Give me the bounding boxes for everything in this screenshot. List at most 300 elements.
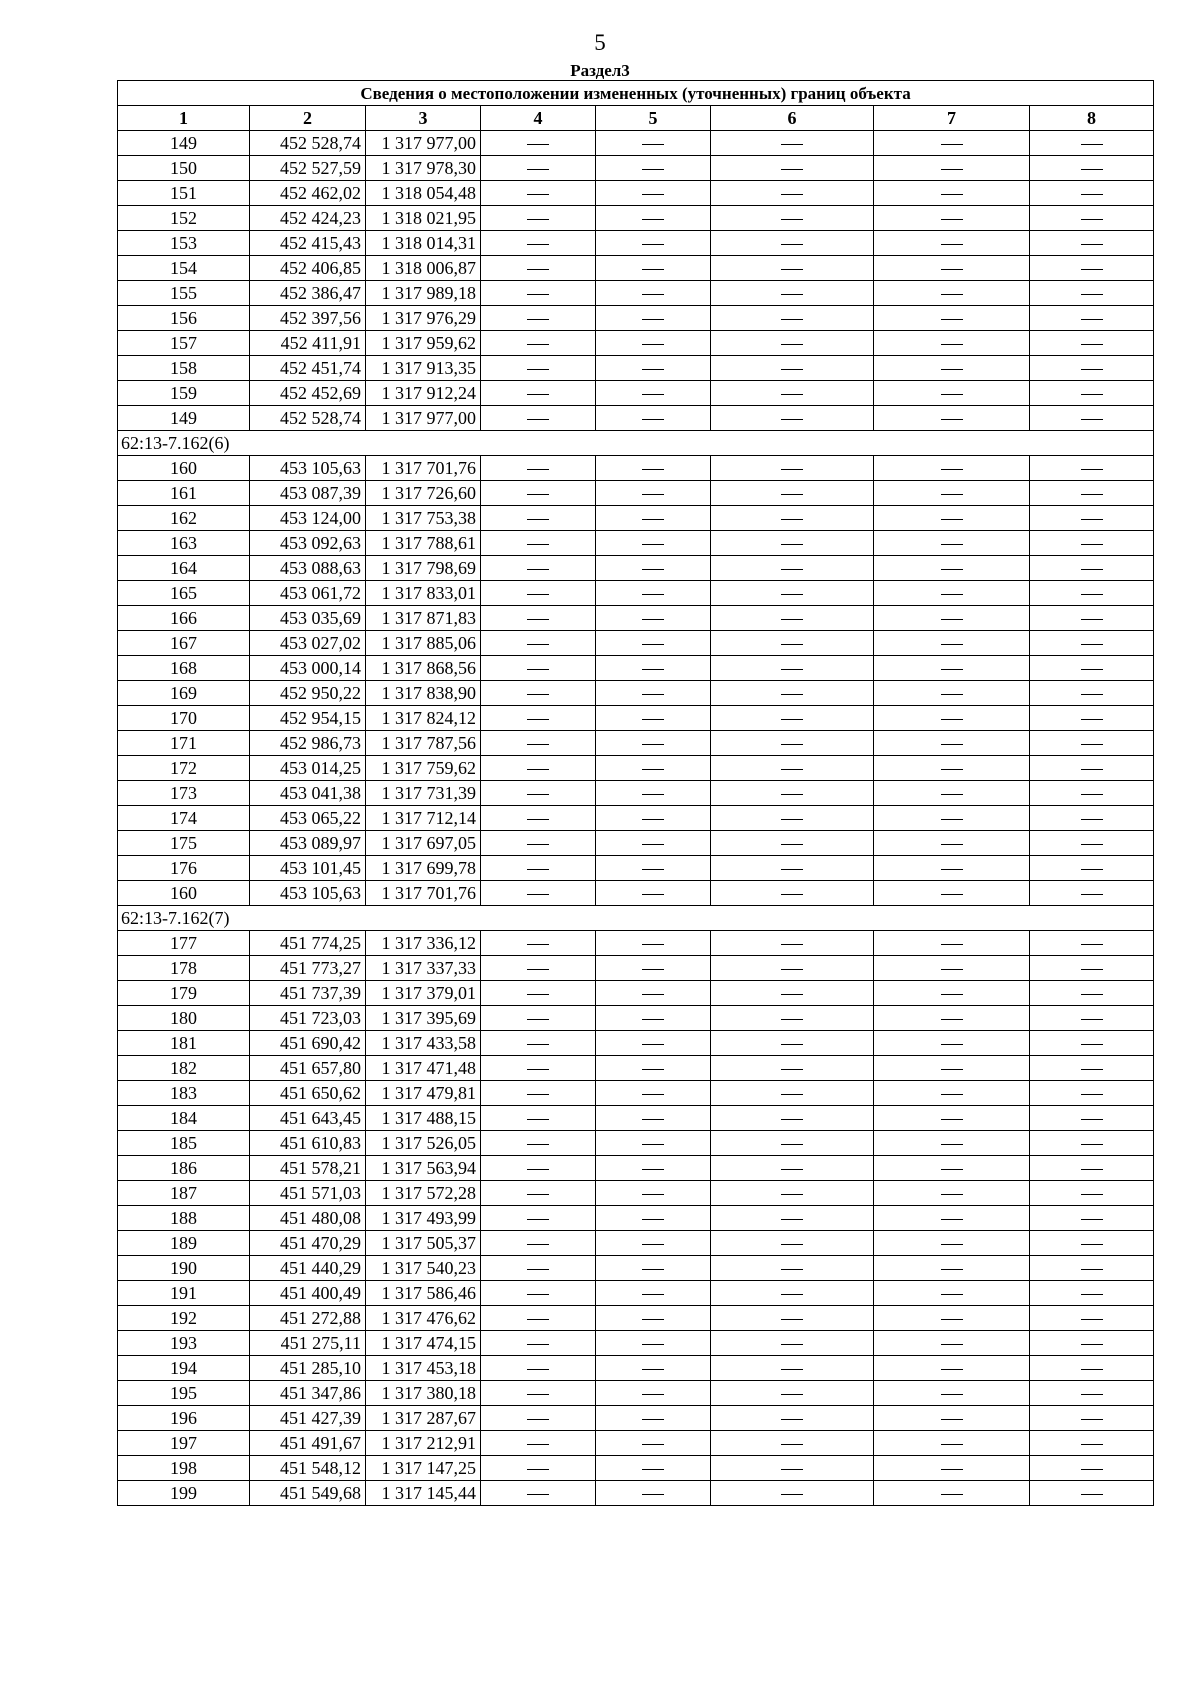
dash-icon: [1081, 944, 1103, 945]
dash-icon: [642, 744, 664, 745]
dash-icon: [941, 1369, 963, 1370]
point-number-cell: 149: [118, 406, 250, 431]
dash-icon: [1081, 1444, 1103, 1445]
y-coordinate-cell: 1 317 833,01: [366, 581, 481, 606]
x-coordinate-cell: 451 571,03: [250, 1181, 366, 1206]
dash-icon: [781, 294, 803, 295]
table-row: [118, 1406, 1154, 1431]
dash-icon: [941, 569, 963, 570]
dash-icon: [642, 219, 664, 220]
dash-icon: [642, 1419, 664, 1420]
empty-value-cell: [1030, 1306, 1154, 1331]
table-body: [118, 131, 1154, 1506]
empty-value-cell: [596, 1431, 711, 1456]
dash-icon: [527, 169, 549, 170]
empty-value-cell: [1030, 1206, 1154, 1231]
x-coordinate-cell: 451 440,29: [250, 1256, 366, 1281]
empty-value-cell: [596, 581, 711, 606]
dash-icon: [781, 1344, 803, 1345]
empty-value-cell: [1030, 581, 1154, 606]
point-number-cell: 181: [118, 1031, 250, 1056]
empty-value-cell: [874, 331, 1030, 356]
empty-value-cell: [711, 231, 874, 256]
dash-icon: [1081, 169, 1103, 170]
x-coordinate-cell: 451 275,11: [250, 1331, 366, 1356]
dash-icon: [527, 744, 549, 745]
x-coordinate-cell: 452 452,69: [250, 381, 366, 406]
point-number-cell: 176: [118, 856, 250, 881]
dash-icon: [941, 744, 963, 745]
empty-value-cell: [481, 706, 596, 731]
y-coordinate-cell: 1 317 337,33: [366, 956, 481, 981]
empty-value-cell: [874, 756, 1030, 781]
empty-value-cell: [874, 581, 1030, 606]
dash-icon: [941, 1069, 963, 1070]
empty-value-cell: [596, 956, 711, 981]
table-row: [118, 131, 1154, 156]
x-coordinate-cell: 451 578,21: [250, 1156, 366, 1181]
dash-icon: [781, 894, 803, 895]
dash-icon: [527, 644, 549, 645]
dash-icon: [527, 594, 549, 595]
x-coordinate-cell: 452 451,74: [250, 356, 366, 381]
empty-value-cell: [1030, 831, 1154, 856]
dash-icon: [1081, 819, 1103, 820]
point-number-cell: 191: [118, 1281, 250, 1306]
dash-icon: [642, 519, 664, 520]
dash-icon: [941, 1194, 963, 1195]
dash-icon: [781, 694, 803, 695]
table-row: [118, 256, 1154, 281]
empty-value-cell: [596, 281, 711, 306]
dash-icon: [527, 969, 549, 970]
empty-value-cell: [596, 1181, 711, 1206]
dash-icon: [781, 1169, 803, 1170]
table-row: [118, 606, 1154, 631]
dash-icon: [527, 419, 549, 420]
point-number-cell: 155: [118, 281, 250, 306]
empty-value-cell: [481, 531, 596, 556]
dash-icon: [1081, 1194, 1103, 1195]
table-row: [118, 406, 1154, 431]
dash-icon: [1081, 1044, 1103, 1045]
x-coordinate-cell: 453 105,63: [250, 881, 366, 906]
dash-icon: [781, 344, 803, 345]
dash-icon: [642, 419, 664, 420]
empty-value-cell: [481, 1106, 596, 1131]
point-number-cell: 171: [118, 731, 250, 756]
point-number-cell: 188: [118, 1206, 250, 1231]
dash-icon: [642, 294, 664, 295]
x-coordinate-cell: 453 000,14: [250, 656, 366, 681]
empty-value-cell: [596, 1281, 711, 1306]
empty-value-cell: [481, 206, 596, 231]
empty-value-cell: [596, 606, 711, 631]
dash-icon: [1081, 419, 1103, 420]
x-coordinate-cell: 453 105,63: [250, 456, 366, 481]
dash-icon: [642, 844, 664, 845]
point-number-cell: 179: [118, 981, 250, 1006]
empty-value-cell: [874, 1406, 1030, 1431]
empty-value-cell: [1030, 681, 1154, 706]
table-row: [118, 1231, 1154, 1256]
empty-value-cell: [874, 881, 1030, 906]
dash-icon: [941, 644, 963, 645]
y-coordinate-cell: 1 317 379,01: [366, 981, 481, 1006]
dash-icon: [642, 644, 664, 645]
dash-icon: [1081, 244, 1103, 245]
dash-icon: [642, 144, 664, 145]
dash-icon: [941, 469, 963, 470]
point-number-cell: 149: [118, 131, 250, 156]
dash-icon: [1081, 769, 1103, 770]
empty-value-cell: [596, 1456, 711, 1481]
dash-icon: [527, 1344, 549, 1345]
x-coordinate-cell: 451 657,80: [250, 1056, 366, 1081]
empty-value-cell: [711, 1131, 874, 1156]
dash-icon: [527, 1294, 549, 1295]
empty-value-cell: [874, 1206, 1030, 1231]
dash-icon: [642, 1144, 664, 1145]
empty-value-cell: [481, 281, 596, 306]
y-coordinate-cell: 1 317 474,15: [366, 1331, 481, 1356]
dash-icon: [527, 1244, 549, 1245]
dash-icon: [642, 1119, 664, 1120]
dash-icon: [527, 1369, 549, 1370]
table-row: [118, 531, 1154, 556]
empty-value-cell: [711, 456, 874, 481]
empty-value-cell: [1030, 131, 1154, 156]
point-number-cell: 198: [118, 1456, 250, 1481]
empty-value-cell: [711, 381, 874, 406]
dash-icon: [1081, 994, 1103, 995]
empty-value-cell: [711, 956, 874, 981]
empty-value-cell: [596, 731, 711, 756]
dash-icon: [527, 319, 549, 320]
dash-icon: [941, 819, 963, 820]
empty-value-cell: [596, 531, 711, 556]
empty-value-cell: [596, 981, 711, 1006]
point-number-cell: 170: [118, 706, 250, 731]
dash-icon: [941, 219, 963, 220]
dash-icon: [941, 794, 963, 795]
empty-value-cell: [711, 856, 874, 881]
point-number-cell: 190: [118, 1256, 250, 1281]
empty-value-cell: [596, 656, 711, 681]
empty-value-cell: [481, 1281, 596, 1306]
empty-value-cell: [481, 781, 596, 806]
table-row: [118, 1056, 1154, 1081]
empty-value-cell: [1030, 656, 1154, 681]
y-coordinate-cell: 1 317 788,61: [366, 531, 481, 556]
y-coordinate-cell: 1 317 701,76: [366, 456, 481, 481]
dash-icon: [781, 469, 803, 470]
table-row: [118, 706, 1154, 731]
empty-value-cell: [596, 1031, 711, 1056]
dash-icon: [642, 1244, 664, 1245]
empty-value-cell: [1030, 1456, 1154, 1481]
dash-icon: [642, 244, 664, 245]
empty-value-cell: [1030, 731, 1154, 756]
empty-value-cell: [596, 456, 711, 481]
dash-icon: [527, 1019, 549, 1020]
empty-value-cell: [481, 1331, 596, 1356]
group-label: 62:13-7.162(7): [118, 906, 1154, 931]
dash-icon: [941, 169, 963, 170]
dash-icon: [1081, 1369, 1103, 1370]
point-number-cell: 154: [118, 256, 250, 281]
empty-value-cell: [596, 1256, 711, 1281]
dash-icon: [941, 319, 963, 320]
point-number-cell: 162: [118, 506, 250, 531]
empty-value-cell: [481, 1206, 596, 1231]
empty-value-cell: [596, 1381, 711, 1406]
y-coordinate-cell: 1 317 147,25: [366, 1456, 481, 1481]
dash-icon: [941, 719, 963, 720]
empty-value-cell: [874, 1381, 1030, 1406]
x-coordinate-cell: 451 491,67: [250, 1431, 366, 1456]
point-number-cell: 163: [118, 531, 250, 556]
y-coordinate-cell: 1 317 488,15: [366, 1106, 481, 1131]
empty-value-cell: [596, 481, 711, 506]
empty-value-cell: [1030, 306, 1154, 331]
y-coordinate-cell: 1 317 798,69: [366, 556, 481, 581]
table-row: [118, 556, 1154, 581]
y-coordinate-cell: 1 317 453,18: [366, 1356, 481, 1381]
empty-value-cell: [874, 981, 1030, 1006]
empty-value-cell: [1030, 806, 1154, 831]
empty-value-cell: [711, 406, 874, 431]
dash-icon: [642, 994, 664, 995]
table-row: [118, 481, 1154, 506]
y-coordinate-cell: 1 317 726,60: [366, 481, 481, 506]
dash-icon: [1081, 1419, 1103, 1420]
table-row: [118, 331, 1154, 356]
empty-value-cell: [481, 406, 596, 431]
empty-value-cell: [596, 681, 711, 706]
dash-icon: [941, 769, 963, 770]
empty-value-cell: [874, 831, 1030, 856]
table-row: [118, 181, 1154, 206]
dash-icon: [1081, 969, 1103, 970]
empty-value-cell: [711, 1056, 874, 1081]
dash-icon: [1081, 1394, 1103, 1395]
dash-icon: [781, 269, 803, 270]
y-coordinate-cell: 1 318 054,48: [366, 181, 481, 206]
empty-value-cell: [1030, 1256, 1154, 1281]
table-row: [118, 156, 1154, 181]
empty-value-cell: [481, 581, 596, 606]
empty-value-cell: [874, 306, 1030, 331]
empty-value-cell: [874, 531, 1030, 556]
empty-value-cell: [874, 731, 1030, 756]
dash-icon: [642, 619, 664, 620]
x-coordinate-cell: 451 470,29: [250, 1231, 366, 1256]
empty-value-cell: [481, 331, 596, 356]
dash-icon: [781, 744, 803, 745]
empty-value-cell: [481, 1356, 596, 1381]
dash-icon: [527, 544, 549, 545]
dash-icon: [527, 194, 549, 195]
dash-icon: [941, 269, 963, 270]
dash-icon: [527, 794, 549, 795]
table-row: [118, 1281, 1154, 1306]
point-number-cell: 175: [118, 831, 250, 856]
empty-value-cell: [481, 756, 596, 781]
empty-value-cell: [1030, 331, 1154, 356]
x-coordinate-cell: 451 723,03: [250, 1006, 366, 1031]
y-coordinate-cell: 1 317 753,38: [366, 506, 481, 531]
dash-icon: [1081, 544, 1103, 545]
x-coordinate-cell: 451 400,49: [250, 1281, 366, 1306]
dash-icon: [527, 769, 549, 770]
point-number-cell: 153: [118, 231, 250, 256]
x-coordinate-cell: 451 548,12: [250, 1456, 366, 1481]
empty-value-cell: [481, 256, 596, 281]
empty-value-cell: [596, 1206, 711, 1231]
empty-value-cell: [711, 881, 874, 906]
empty-value-cell: [711, 1281, 874, 1306]
empty-value-cell: [481, 456, 596, 481]
empty-value-cell: [874, 1356, 1030, 1381]
empty-value-cell: [874, 1231, 1030, 1256]
y-coordinate-cell: 1 317 336,12: [366, 931, 481, 956]
x-coordinate-cell: 452 397,56: [250, 306, 366, 331]
table-row: [118, 1156, 1154, 1181]
empty-value-cell: [596, 856, 711, 881]
y-coordinate-cell: 1 318 014,31: [366, 231, 481, 256]
empty-value-cell: [481, 1381, 596, 1406]
x-coordinate-cell: 451 285,10: [250, 1356, 366, 1381]
table-row: [118, 306, 1154, 331]
y-coordinate-cell: 1 317 505,37: [366, 1231, 481, 1256]
dash-icon: [1081, 869, 1103, 870]
point-number-cell: 157: [118, 331, 250, 356]
empty-value-cell: [481, 306, 596, 331]
y-coordinate-cell: 1 317 212,91: [366, 1431, 481, 1456]
dash-icon: [642, 794, 664, 795]
dash-icon: [527, 869, 549, 870]
dash-icon: [1081, 1469, 1103, 1470]
empty-value-cell: [481, 981, 596, 1006]
dash-icon: [781, 569, 803, 570]
dash-icon: [941, 1244, 963, 1245]
empty-value-cell: [1030, 1181, 1154, 1206]
empty-value-cell: [481, 1406, 596, 1431]
dash-icon: [781, 844, 803, 845]
dash-icon: [781, 219, 803, 220]
empty-value-cell: [1030, 781, 1154, 806]
table-row: [118, 1431, 1154, 1456]
empty-value-cell: [1030, 1131, 1154, 1156]
point-number-cell: 194: [118, 1356, 250, 1381]
dash-icon: [527, 569, 549, 570]
dash-icon: [527, 1144, 549, 1145]
empty-value-cell: [596, 881, 711, 906]
dash-icon: [781, 1269, 803, 1270]
empty-value-cell: [481, 1031, 596, 1056]
y-coordinate-cell: 1 317 563,94: [366, 1156, 481, 1181]
empty-value-cell: [711, 506, 874, 531]
x-coordinate-cell: 451 272,88: [250, 1306, 366, 1331]
dash-icon: [527, 1194, 549, 1195]
dash-icon: [527, 469, 549, 470]
dash-icon: [941, 619, 963, 620]
table-row: [118, 1256, 1154, 1281]
dash-icon: [941, 844, 963, 845]
dash-icon: [1081, 619, 1103, 620]
point-number-cell: 168: [118, 656, 250, 681]
dash-icon: [527, 944, 549, 945]
empty-value-cell: [596, 506, 711, 531]
empty-value-cell: [596, 781, 711, 806]
empty-value-cell: [711, 131, 874, 156]
empty-value-cell: [874, 506, 1030, 531]
dash-icon: [527, 1119, 549, 1120]
empty-value-cell: [1030, 256, 1154, 281]
empty-value-cell: [711, 1456, 874, 1481]
dash-icon: [642, 1494, 664, 1495]
empty-value-cell: [874, 456, 1030, 481]
dash-icon: [642, 1219, 664, 1220]
empty-value-cell: [481, 931, 596, 956]
y-coordinate-cell: 1 317 712,14: [366, 806, 481, 831]
empty-value-cell: [874, 1306, 1030, 1331]
empty-value-cell: [874, 806, 1030, 831]
empty-value-cell: [874, 281, 1030, 306]
empty-value-cell: [711, 656, 874, 681]
dash-icon: [941, 244, 963, 245]
dash-icon: [527, 994, 549, 995]
empty-value-cell: [596, 931, 711, 956]
dash-icon: [642, 1169, 664, 1170]
empty-value-cell: [1030, 856, 1154, 881]
empty-value-cell: [711, 806, 874, 831]
empty-value-cell: [481, 1431, 596, 1456]
empty-value-cell: [596, 756, 711, 781]
dash-icon: [941, 544, 963, 545]
empty-value-cell: [711, 706, 874, 731]
dash-icon: [781, 669, 803, 670]
dash-icon: [527, 694, 549, 695]
y-coordinate-cell: 1 317 145,44: [366, 1481, 481, 1506]
empty-value-cell: [481, 1231, 596, 1256]
empty-value-cell: [596, 631, 711, 656]
table-row: [118, 981, 1154, 1006]
empty-value-cell: [874, 406, 1030, 431]
table-row: [118, 1481, 1154, 1506]
empty-value-cell: [596, 256, 711, 281]
dash-icon: [1081, 844, 1103, 845]
column-header: 3: [366, 106, 481, 131]
dash-icon: [781, 1494, 803, 1495]
boundary-coordinates-table: [117, 80, 1154, 1506]
dash-icon: [527, 1069, 549, 1070]
table-row: [118, 1106, 1154, 1131]
y-coordinate-cell: 1 317 697,05: [366, 831, 481, 856]
dash-icon: [527, 1444, 549, 1445]
empty-value-cell: [596, 1156, 711, 1181]
y-coordinate-cell: 1 317 838,90: [366, 681, 481, 706]
empty-value-cell: [711, 781, 874, 806]
dash-icon: [642, 1044, 664, 1045]
dash-icon: [642, 594, 664, 595]
y-coordinate-cell: 1 317 989,18: [366, 281, 481, 306]
point-number-cell: 174: [118, 806, 250, 831]
empty-value-cell: [711, 1331, 874, 1356]
dash-icon: [642, 969, 664, 970]
empty-value-cell: [481, 231, 596, 256]
